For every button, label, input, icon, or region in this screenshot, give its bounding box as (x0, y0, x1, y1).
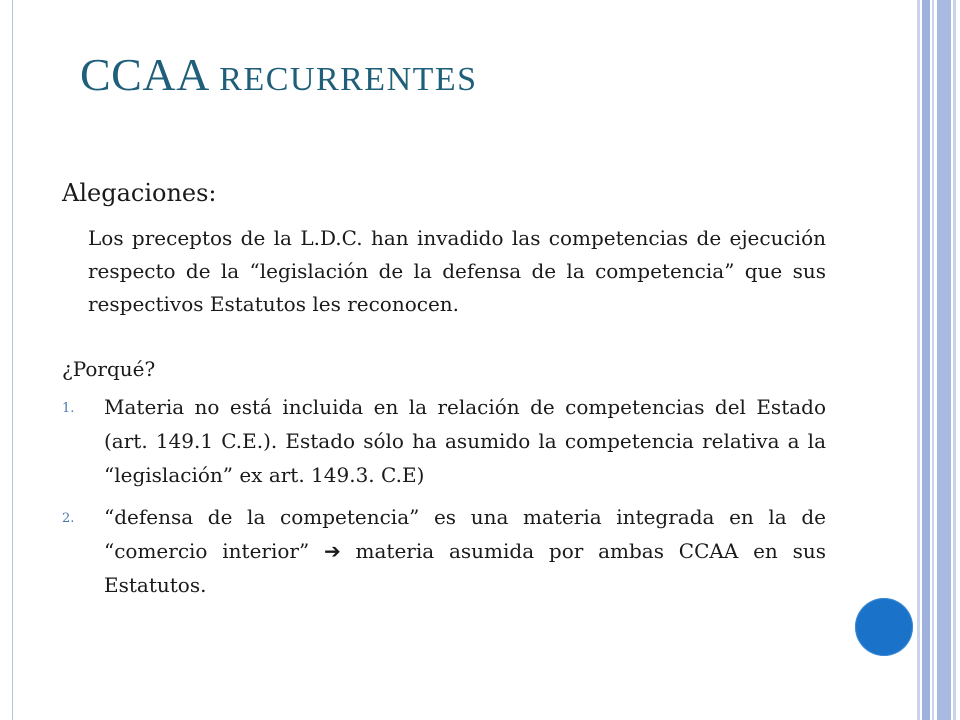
slide-body (62, 176, 826, 602)
slide-title (80, 46, 478, 109)
list-item-text-before: “defensa de la competencia” es una materia integrada en la de “comercio interior” (104, 505, 826, 563)
right-arrow-icon: ➔ (323, 539, 341, 563)
list-number: 2. (62, 511, 75, 526)
title-main: CCAA (80, 49, 208, 100)
right-decorative-stripe (917, 0, 920, 720)
allegation-paragraph: Los preceptos de la L.D.C. han invadido las competencias de ejecución respecto de la “legislación de la defensa de la competencia” que sus respectivos Estatutos les reconocen. (88, 226, 826, 316)
title-secondary: RECURRENTES (219, 61, 478, 98)
list-number: 1. (62, 401, 75, 416)
list-item (62, 390, 826, 492)
list-item (62, 500, 826, 602)
reasons-list (62, 390, 826, 602)
list-item-text-after: materia asumida por ambas CCAA en sus Estatutos. (104, 539, 826, 597)
list-item-text: Materia no está incluida en la relación de competencias del Estado (art. 149.1 C.E.). Estado sólo ha asumido la competencia relativa a la “legislación” ex art. 149.3. C.E) (104, 395, 826, 487)
decorative-circle (855, 598, 913, 656)
right-decorative-stripe (932, 0, 934, 720)
section-heading: Alegaciones: (62, 179, 217, 207)
right-decorative-stripe (953, 0, 956, 720)
left-border-line (12, 0, 13, 720)
question-line: ¿Porqué? (62, 357, 156, 381)
right-decorative-stripe (937, 0, 951, 720)
right-decorative-stripe (922, 0, 930, 720)
